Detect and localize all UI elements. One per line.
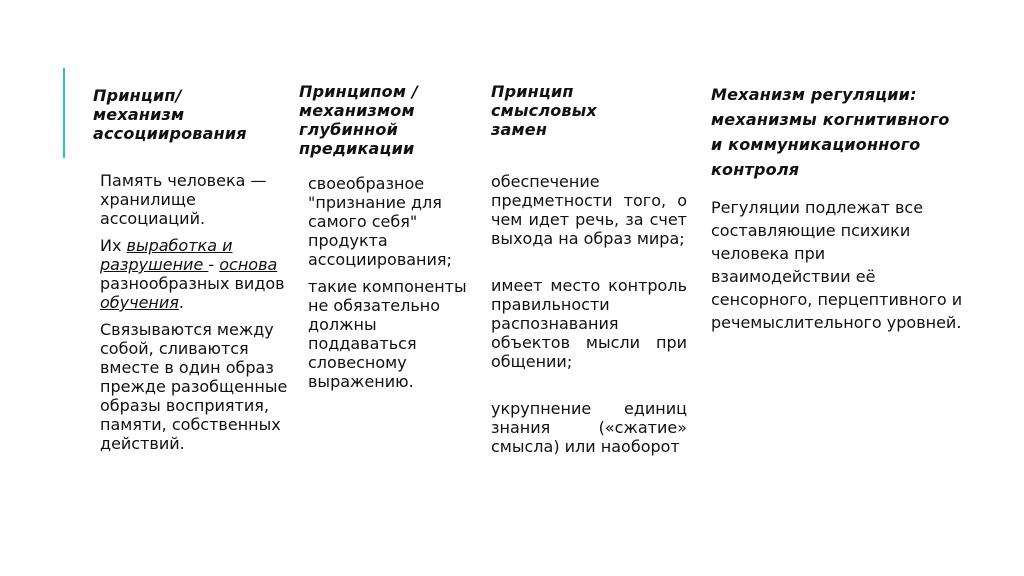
heading-predication: Принципом /механизмом глубинной предикации — [299, 82, 418, 158]
heading-regulation: Механизм регуляции: механизмы когнитивного и коммуникационного контроля — [711, 85, 950, 179]
paragraph-control: имеет место контроль правильности распознавания объектов мысли при общении; — [491, 276, 687, 371]
paragraph-linking: Связываются между собой, сливаются вместе в один образ прежде разобщенные образы восприятия, памяти, собственных действий. — [100, 320, 288, 453]
accent-bar — [63, 68, 65, 158]
paragraph-memory: Память человека — хранилище ассоциаций. — [100, 171, 267, 228]
paragraph-components: такие компоненты не обязательно должны поддаваться словесному выражению. — [308, 277, 467, 391]
paragraph-compression: укрупнение единиц знания («сжатие» смысла) или наоборот — [491, 399, 687, 456]
body-semantic-replacement — [491, 172, 687, 456]
column-association — [93, 86, 293, 461]
column-predication — [299, 82, 484, 399]
text-basis: основа — [219, 255, 278, 274]
column-regulation — [711, 82, 971, 342]
paragraph-recognition: своеобразное "признание для самого себя" продукта ассоциирования; — [308, 174, 452, 269]
text-their: Их — [100, 236, 127, 255]
body-predication — [308, 174, 483, 391]
paragraph-objectivity: обеспечение предметности того, о чем идет речь, за счет выхода на образ мира; — [491, 172, 687, 248]
paragraph-regulation: Регуляции подлежат все составляющие психики человека при взаимодействии её сенсорного, перцептивного и речемыслительного уровней. — [711, 198, 963, 332]
paragraph-learning — [100, 236, 295, 312]
body-association — [100, 171, 295, 453]
text-dash: - — [208, 255, 220, 274]
text-period: . — [178, 293, 184, 312]
text-learning: обучения — [100, 293, 179, 312]
heading-semantic-replacement: Принцип смысловых замен — [491, 82, 597, 139]
heading-association: Принцип/ механизм ассоциирования — [93, 86, 247, 143]
text-development: выработка и разрушение — [100, 236, 233, 274]
column-semantic-replacement — [491, 82, 687, 464]
body-regulation — [711, 196, 969, 334]
text-various: разнообразных видов — [100, 274, 285, 293]
